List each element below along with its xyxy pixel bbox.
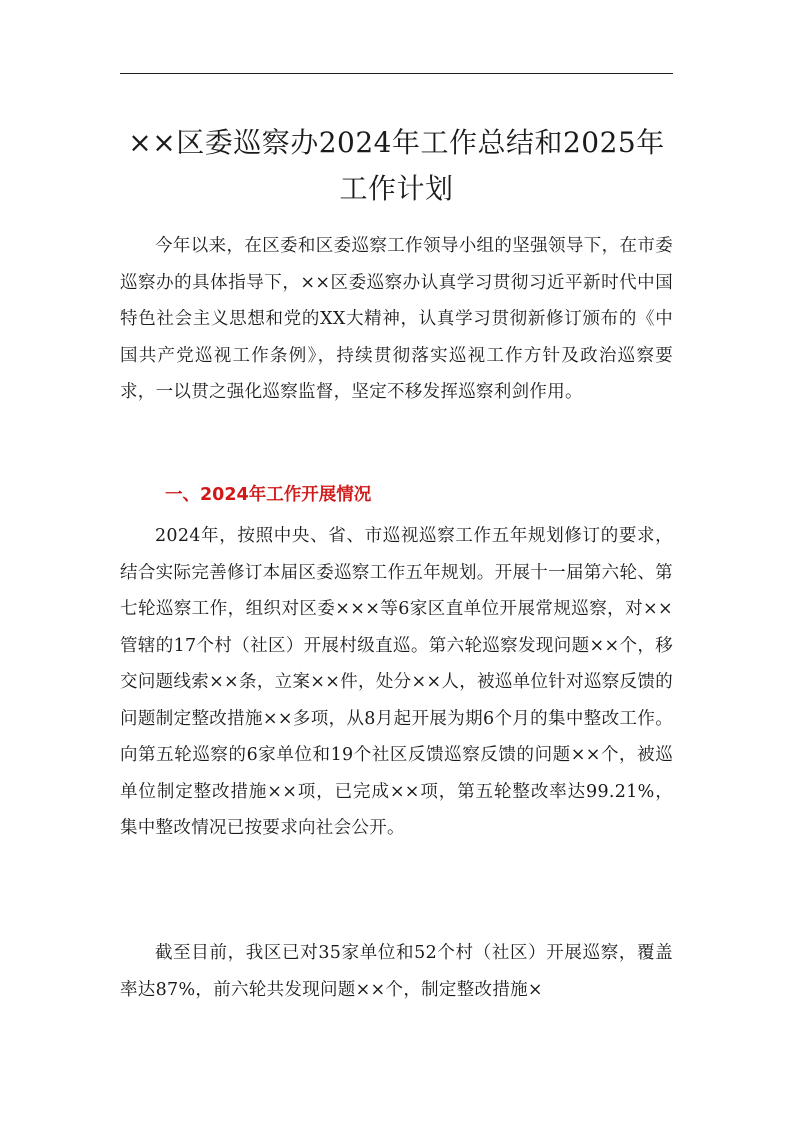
- header-rule: [120, 73, 673, 74]
- section-paragraph-1: 2024年，按照中央、省、市巡视巡察工作五年规划修订的要求，结合实际完善修订本届区委巡察工作五年规划。开展十一届第六轮、第七轮巡察工作，组织对区委×××等6家区直单位开展常规巡察，对××管辖的17个村（社区）开展村级直巡。第六轮巡察发现问题××个，移交问题线索××条，立案××件，处分××人，被巡单位针对巡察反馈的问题制定整改措施××多项，从8月起开展为期6个月的集中整改工作。向第五轮巡察的6家单位和19个社区反馈巡察反馈的问题××个，被巡单位制定整改措施××项，已完成××项，第五轮整改率达99.21%，集中整改情况已按要求向社会公开。: [120, 526, 673, 838]
- section-heading: 一、2024年工作开展情况: [165, 485, 372, 505]
- section-paragraph-2: 截至目前，我区已对35家单位和52个村（社区）开展巡察，覆盖率达87%，前六轮共发现问题××个，制定整改措施×: [120, 943, 673, 1000]
- intro-paragraph: 今年以来，在区委和区委巡察工作领导小组的坚强领导下，在市委巡察办的具体指导下，××区委巡察办认真学习贯彻习近平新时代中国特色社会主义思想和党的XX大精神，认真学习贯彻新修订颁布的《中国共产党巡视工作条例》，持续贯彻落实巡视工作方针及政治巡察要求，一以贯之强化巡察监督，坚定不移发挥巡察利剑作用。: [120, 236, 673, 402]
- document-title: ××区委巡察办2024年工作总结和2025年工作计划: [128, 126, 665, 205]
